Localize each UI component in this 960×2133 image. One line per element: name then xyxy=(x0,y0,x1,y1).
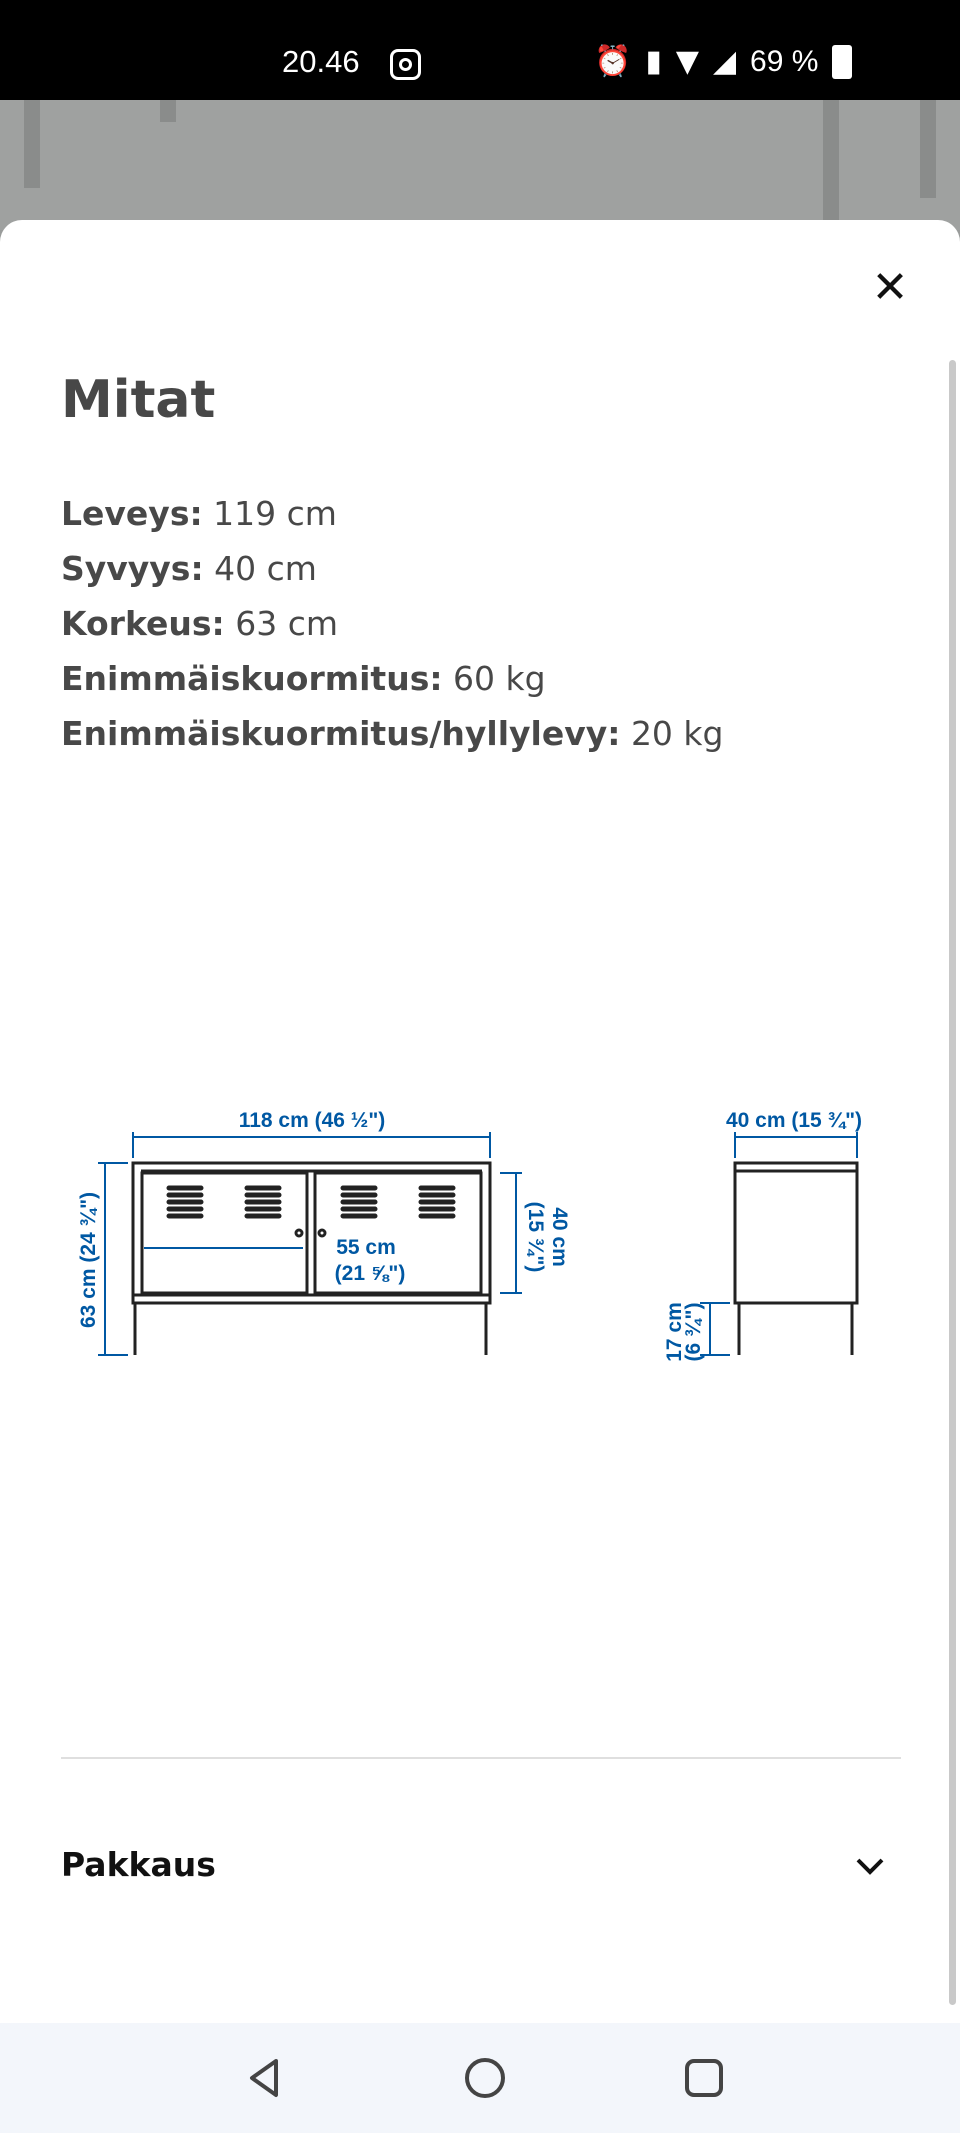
product-image xyxy=(0,100,960,230)
chevron-down-icon[interactable] xyxy=(852,1848,888,1884)
spec-value: 119 cm xyxy=(213,494,337,533)
dimension-diagram xyxy=(0,1080,960,1400)
vents xyxy=(169,1188,453,1216)
spec-value: 63 cm xyxy=(235,604,338,643)
door-height-inch-label: (15 ¾") xyxy=(524,1201,547,1273)
spec-label: Syvyys: xyxy=(61,549,204,588)
instagram-icon xyxy=(390,49,421,80)
spec-row xyxy=(61,486,723,541)
spec-value: 60 kg xyxy=(453,659,546,698)
battery-icon xyxy=(832,45,852,79)
leg-height-label: 17 cm xyxy=(663,1302,686,1362)
vibrate-icon: ▮ xyxy=(645,44,662,79)
page-title: Mitat xyxy=(61,370,216,430)
side-view xyxy=(735,1163,857,1355)
signal-icon: ◢ xyxy=(712,44,737,79)
home-icon[interactable] xyxy=(460,2053,510,2103)
depth-label: 40 cm (15 ¾") xyxy=(725,1109,863,1132)
spec-row xyxy=(61,541,723,596)
close-icon: ✕ xyxy=(871,262,909,313)
door-width-label: 55 cm xyxy=(336,1236,396,1259)
spec-value: 40 cm xyxy=(214,549,317,588)
section-pakkaus-label[interactable]: Pakkaus xyxy=(61,1845,216,1884)
wifi-icon: ▼ xyxy=(675,44,699,79)
alarm-icon: ⏰ xyxy=(594,44,632,79)
spec-row xyxy=(61,651,723,706)
clock: 20.46 xyxy=(282,44,360,79)
spec-label: Enimmäiskuormitus/hyllylevy: xyxy=(61,714,621,753)
spec-label: Korkeus: xyxy=(61,604,225,643)
divider xyxy=(61,1757,901,1759)
back-icon[interactable] xyxy=(240,2053,290,2103)
dimension-lines xyxy=(98,1132,857,1355)
spec-label: Enimmäiskuormitus: xyxy=(61,659,443,698)
status-bar xyxy=(0,0,960,100)
spec-value: 20 kg xyxy=(630,714,724,753)
height-label: 63 cm (24 ¾") xyxy=(77,1191,100,1329)
battery-label: 69 % xyxy=(750,44,819,78)
spec-label: Leveys: xyxy=(61,494,203,533)
door-width-inch-label: (21 ⅝") xyxy=(334,1262,406,1285)
spec-row xyxy=(61,706,723,761)
close-button[interactable] xyxy=(870,262,910,313)
leg-height-inch-label: (6 ¾") xyxy=(682,1302,705,1362)
door-height-label: 40 cm xyxy=(548,1207,571,1267)
navigation-bar xyxy=(0,2023,960,2133)
scrollbar[interactable] xyxy=(949,360,956,2005)
spec-list xyxy=(61,486,723,761)
spec-row xyxy=(61,596,723,651)
recents-icon[interactable] xyxy=(679,2053,729,2103)
front-view xyxy=(133,1163,490,1355)
width-label: 118 cm (46 ½") xyxy=(238,1109,386,1132)
